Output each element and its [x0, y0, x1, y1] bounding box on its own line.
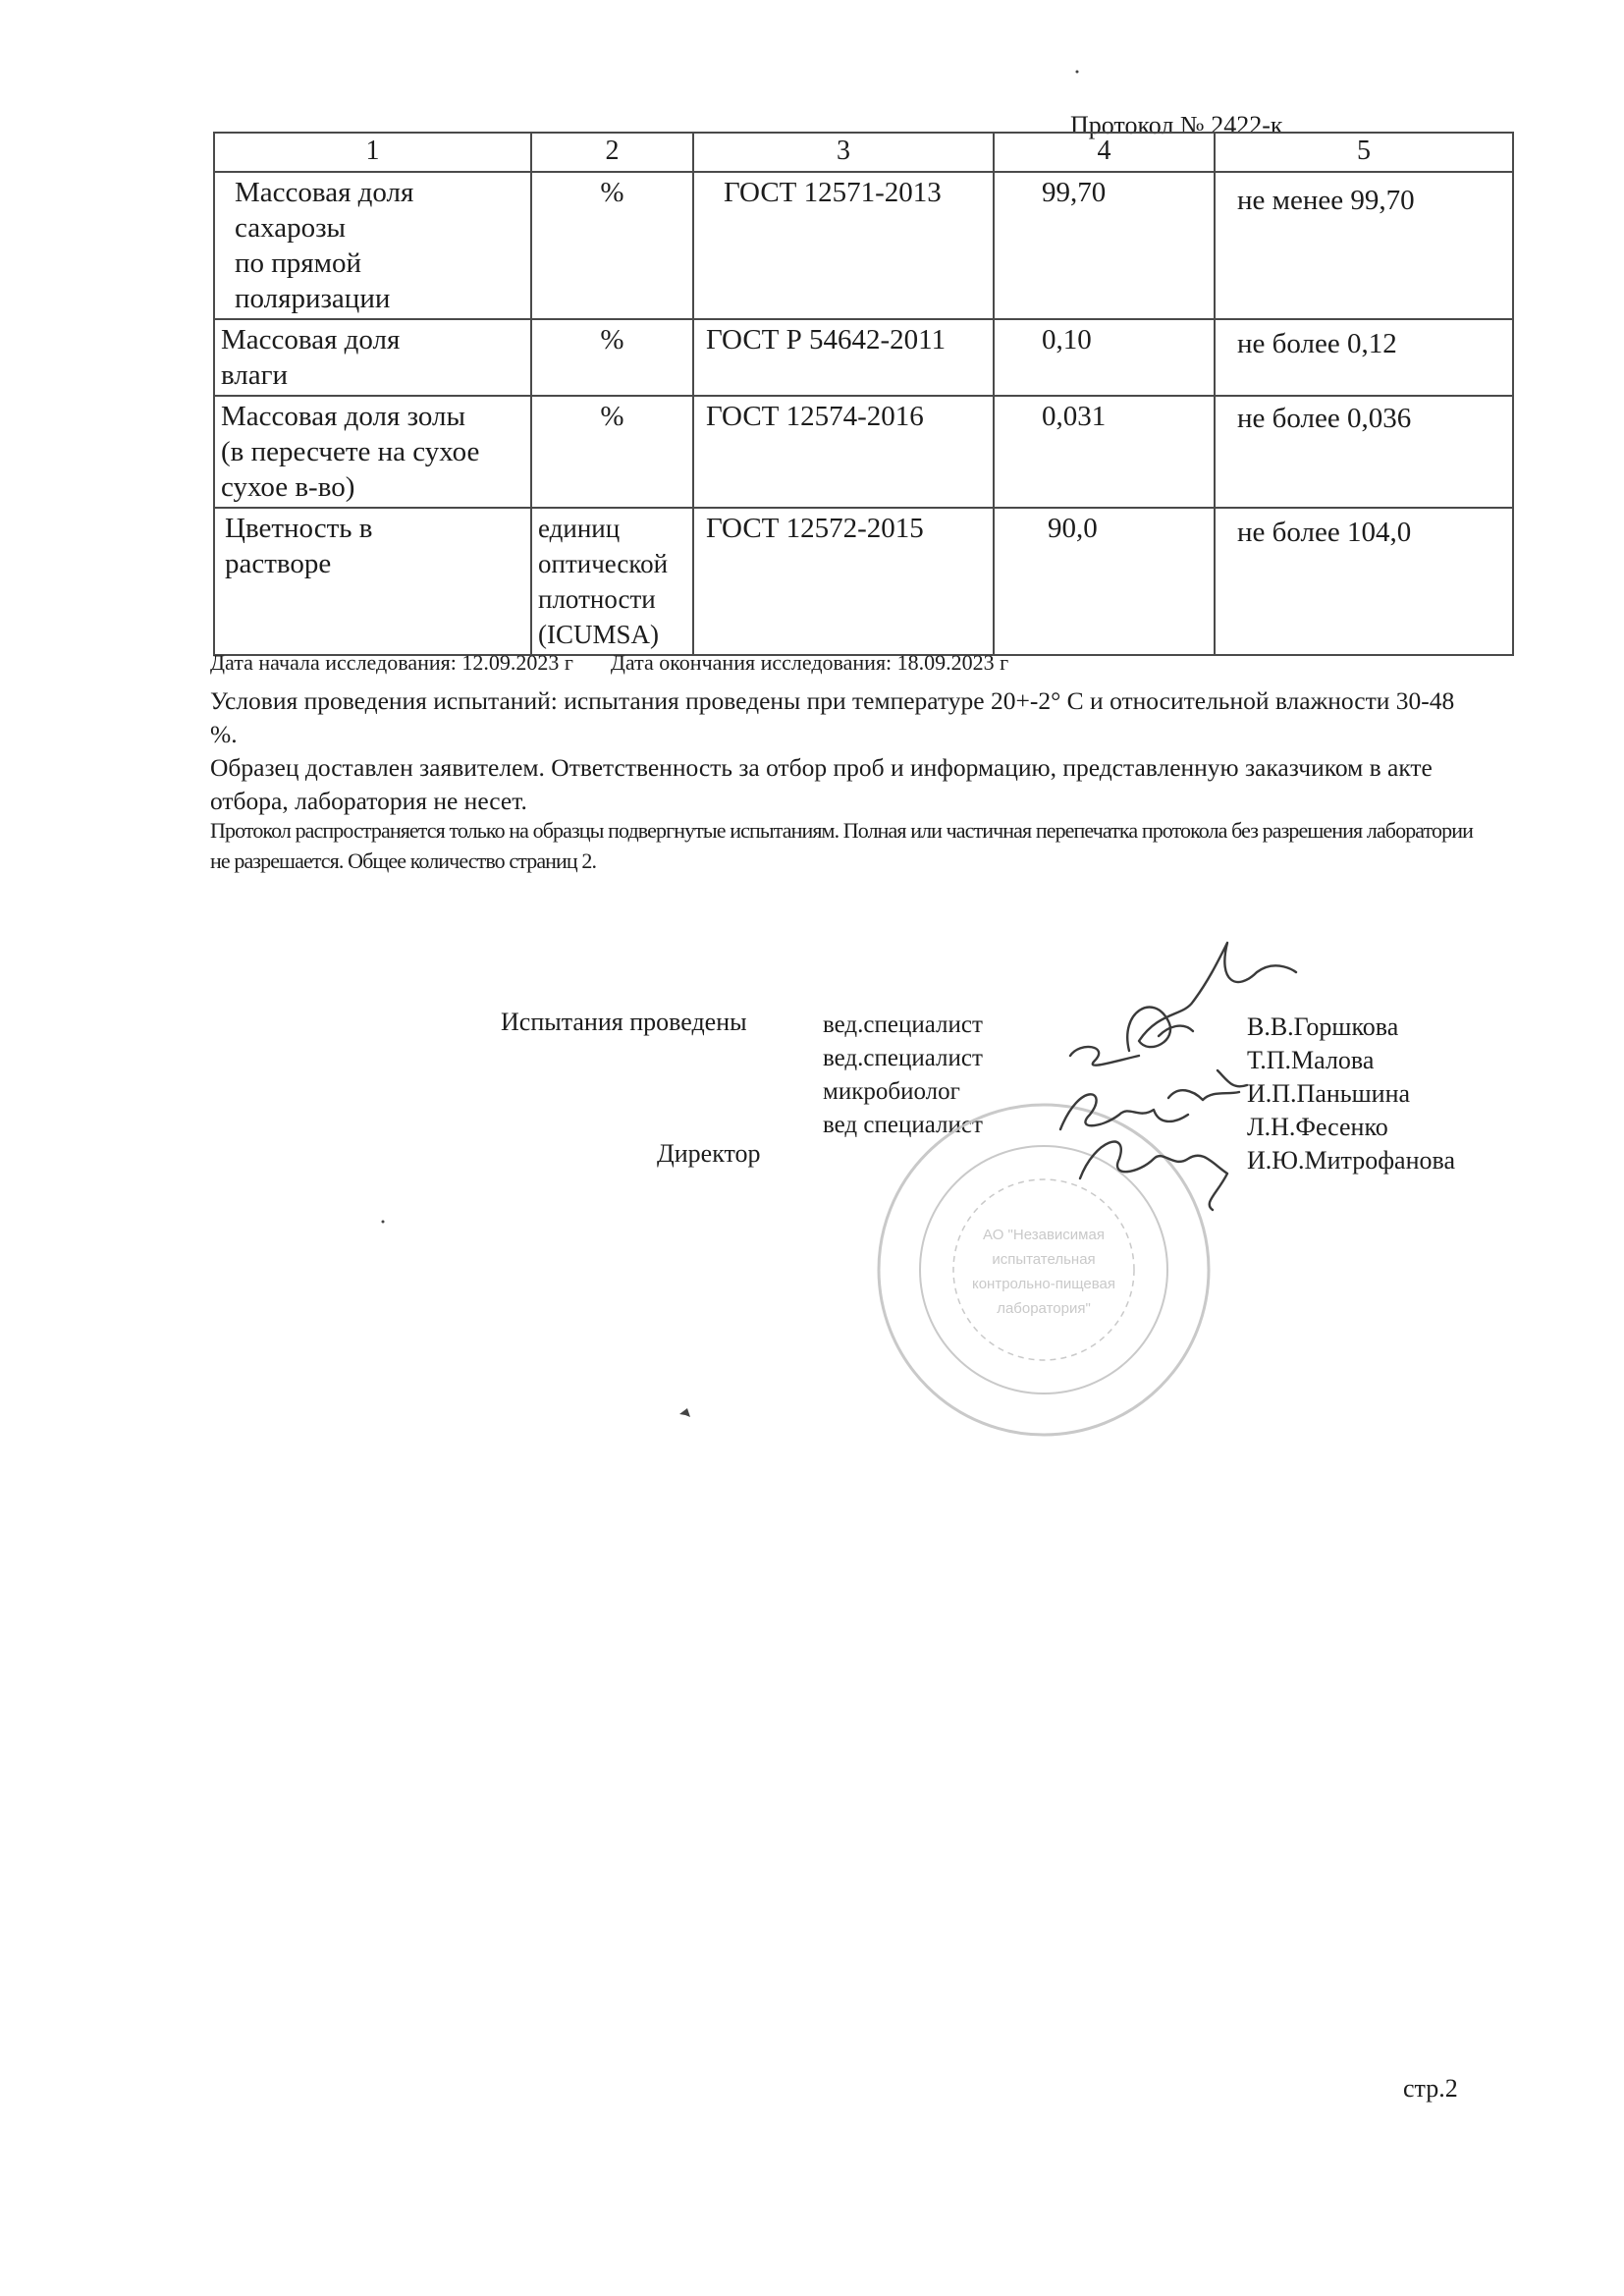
- norm-cell: не менее 99,70: [1215, 172, 1513, 319]
- column-number: 4: [994, 133, 1215, 172]
- signatory-name: В.В.Горшкова: [1247, 1012, 1399, 1041]
- director-label: Директор: [657, 1139, 761, 1168]
- unit-line: %: [600, 401, 624, 432]
- svg-text:контрольно-пищевая: контрольно-пищевая: [971, 1276, 1116, 1292]
- column-number: 5: [1215, 133, 1513, 172]
- page-number: стр.2: [1403, 2074, 1458, 2103]
- protocol-number: Протокол № 2422-к: [1070, 111, 1283, 139]
- method-cell: ГОСТ 12571-2013: [693, 172, 994, 319]
- unit-line: плотности: [538, 584, 656, 614]
- indicator-line: сухое в-во): [221, 471, 355, 503]
- position-title: вед специалист: [823, 1112, 983, 1138]
- method-cell: ГОСТ 12572-2015: [693, 508, 994, 655]
- end-date: Дата окончания исследования: 18.09.2023 г: [610, 650, 1009, 675]
- tests-performed-label: Испытания проведены: [501, 1008, 747, 1036]
- result-cell: 99,70: [994, 172, 1215, 319]
- unit-line: единиц: [538, 514, 621, 543]
- position-title: вед.специалист: [823, 1045, 983, 1071]
- result-cell: 0,031: [994, 396, 1215, 508]
- svg-text:АО "Независимая: АО "Независимая: [983, 1227, 1105, 1243]
- column-number: 2: [531, 133, 693, 172]
- method-cell: ГОСТ 12574-2016: [693, 396, 994, 508]
- method-cell: ГОСТ Р 54642-2011: [693, 319, 994, 396]
- svg-text:испытательная: испытательная: [992, 1251, 1096, 1268]
- scan-speck: [382, 71, 1079, 1418]
- indicator-line: сахарозы: [235, 212, 347, 244]
- indicator-line: поляризации: [235, 283, 391, 314]
- start-date: Дата начала исследования: 12.09.2023 г: [210, 650, 573, 675]
- result-cell: 90,0: [994, 508, 1215, 655]
- unit-line: оптической: [538, 549, 669, 578]
- signatory-name: Л.Н.Фесенко: [1247, 1113, 1388, 1141]
- signatory-name: И.П.Паньшина: [1247, 1079, 1411, 1108]
- indicator-line: по прямой: [235, 247, 361, 279]
- norm-cell: не более 0,036: [1215, 396, 1513, 508]
- protocol-notice: Протокол распространяется только на образцы подвергнутые испытаниям. Полная или частичная перепечатка протокола без разрешения лаборатории не разрешается. Общее количество страниц 2.: [210, 818, 1473, 873]
- unit-line: (ICUMSA): [538, 620, 660, 649]
- indicator-line: (в пересчете на сухое: [221, 436, 480, 467]
- indicator-line: Цветность в: [225, 513, 373, 544]
- column-number: 3: [693, 133, 994, 172]
- laboratory-stamp: [879, 1105, 1209, 1435]
- result-cell: 0,10: [994, 319, 1215, 396]
- signatory-name: Т.П.Малова: [1247, 1046, 1375, 1074]
- indicator-line: влаги: [221, 359, 289, 391]
- indicator-line: Массовая доля: [235, 177, 414, 208]
- unit-line: %: [600, 177, 624, 208]
- indicator-line: Массовая доля золы: [221, 401, 465, 432]
- unit-line: %: [600, 324, 624, 355]
- position-title: вед.специалист: [823, 1011, 983, 1038]
- position-title: микробиолог: [823, 1078, 960, 1105]
- norm-cell: не более 0,12: [1215, 319, 1513, 396]
- handwritten-signatures: [1060, 943, 1296, 1210]
- indicator-line: Массовая доля: [221, 324, 401, 355]
- test-conditions: Условия проведения испытаний: испытания проведены при температуре 20+-2° С и относительной влажности 30-48 %.: [210, 686, 1455, 748]
- indicator-line: растворе: [225, 548, 332, 579]
- sample-note: Образец доставлен заявителем. Ответственность за отбор проб и информацию, представленную заказчиком в акте отбора, лаборатория не несет.: [210, 753, 1433, 815]
- signatory-name: И.Ю.Митрофанова: [1247, 1146, 1455, 1175]
- column-number: 1: [214, 133, 531, 172]
- svg-text:лаборатория": лаборатория": [997, 1300, 1091, 1317]
- norm-cell: не более 104,0: [1215, 508, 1513, 655]
